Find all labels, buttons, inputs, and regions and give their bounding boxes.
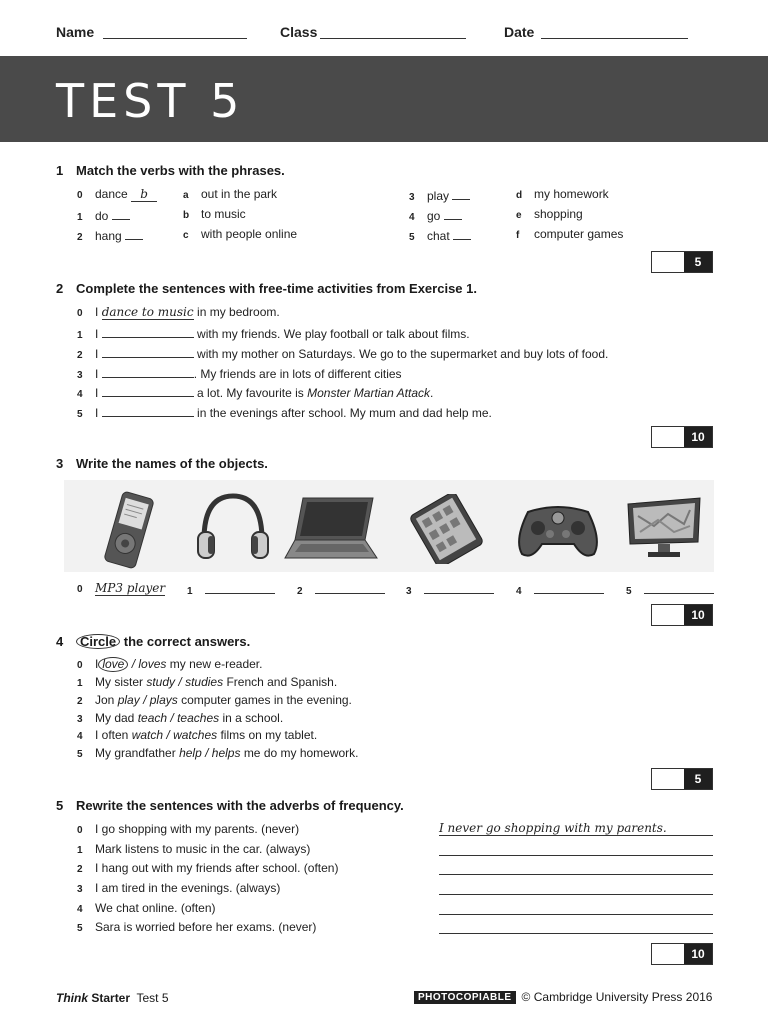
q5-line-1[interactable] [439, 855, 713, 856]
photocopiable-badge: PHOTOCOPIABLE [414, 991, 516, 1004]
q5-example-answer: I never go shopping with my parents. [439, 821, 667, 835]
q1-phrase-e: e shopping [516, 207, 583, 221]
q5-item-5: 5 Sara is worried before her exams. (never) [77, 920, 317, 934]
q2-number: 2 [56, 281, 64, 296]
q1-blank-3[interactable] [452, 187, 470, 200]
q2-item-1: 1 I with my friends. We play football or talk about films. [77, 327, 470, 341]
q1-verb-3: 3 play [409, 187, 470, 203]
mp3-player-icon [95, 490, 163, 570]
q3-object-2: 2 [297, 581, 385, 597]
q5-instruction: Rewrite the sentences with the adverbs of frequency. [76, 798, 404, 813]
q2-instruction: Complete the sentences with free-time activities from Exercise 1. [76, 281, 477, 296]
q2-item-3: 3 I . My friends are in lots of different cities [77, 367, 402, 381]
q2-example: 0 I dance to music in my bedroom. [77, 305, 280, 319]
q2-blank-2[interactable] [102, 345, 194, 358]
q5-number: 5 [56, 798, 64, 813]
q3-blank-1[interactable] [205, 581, 275, 594]
date-line[interactable] [541, 38, 688, 39]
q3-instruction: Write the names of the objects. [76, 456, 268, 471]
q5-item-4: 4 We chat online. (often) [77, 901, 216, 915]
q5-line-5[interactable] [439, 933, 713, 934]
q3-score-box[interactable]: 10 [651, 604, 713, 626]
q5-score-box[interactable]: 10 [651, 943, 713, 965]
q3-blank-2[interactable] [315, 581, 385, 594]
q1-score-box[interactable]: 5 [651, 251, 713, 273]
q1-verb-1: 1 do [77, 207, 130, 223]
q2-blank-1[interactable] [102, 325, 194, 338]
q1-phrase-c: c with people online [183, 227, 298, 241]
q1-instruction: Match the verbs with the phrases. [76, 163, 285, 178]
q5-line-0 [439, 835, 713, 836]
q4-circled-answer[interactable]: love [98, 657, 128, 672]
class-label: Class [280, 24, 318, 40]
q2-item-4: 4 I a lot. My favourite is Monster Martian Attack. [77, 386, 434, 400]
q2-item-2: 2 I with my mother on Saturdays. We go to the supermarket and buy lots of food. [77, 347, 609, 361]
title-banner [0, 56, 768, 142]
tablet-icon [400, 494, 492, 564]
q1-number: 1 [56, 163, 64, 178]
game-controller-icon [514, 500, 602, 562]
q3-blank-3[interactable] [424, 581, 494, 594]
page-title: TEST 5 [56, 74, 245, 128]
q4-item-4: 4 I often watch / watches films on my tablet. [77, 728, 318, 742]
q4-number: 4 [56, 634, 64, 649]
q4-item-3: 3 My dad teach / teaches in a school. [77, 711, 284, 725]
q3-answer-0: MP3 player [95, 581, 166, 595]
q1-phrase-b: b to music [183, 207, 246, 221]
q1-verb-4: 4 go [409, 207, 462, 223]
q5-item-1: 1 Mark listens to music in the car. (always) [77, 842, 311, 856]
q4-item-1: 1 My sister study / studies French and Spanish. [77, 675, 338, 689]
q1-phrase-a: a out in the park [183, 187, 278, 201]
q3-object-0: 0 MP3 player [77, 581, 166, 595]
headphones-icon [194, 490, 272, 566]
q2-blank-5[interactable] [102, 404, 194, 417]
q1-blank-2[interactable] [125, 227, 143, 240]
q5-line-2[interactable] [439, 874, 713, 875]
q1-answer-0: b [131, 187, 157, 202]
class-line[interactable] [320, 38, 466, 39]
q1-verb-2: 2 hang [77, 227, 143, 243]
q3-blank-4[interactable] [534, 581, 604, 594]
circle-word: Circle [76, 634, 120, 649]
q1-phrase-f: f computer games [516, 227, 624, 241]
q1-verb-0: 0 dance b [77, 187, 157, 202]
name-label: Name [56, 24, 95, 40]
q3-object-5: 5 [626, 581, 714, 597]
q2-item-5: 5 I in the evenings after school. My mum and dad help me. [77, 406, 492, 420]
q3-object-1: 1 [187, 581, 275, 597]
q1-blank-1[interactable] [112, 207, 130, 220]
q5-item-2: 2 I hang out with my friends after school. (often) [77, 861, 339, 875]
q5-line-4[interactable] [439, 914, 713, 915]
q5-item-0: 0 I go shopping with my parents. (never) [77, 822, 300, 836]
monitor-icon [624, 496, 704, 560]
q5-item-3: 3 I am tired in the evenings. (always) [77, 881, 281, 895]
q4-instruction: Circle the correct answers. [76, 634, 250, 649]
q1-blank-5[interactable] [453, 227, 471, 240]
q1-verb-5: 5 chat [409, 227, 471, 243]
q1-phrase-d: d my homework [516, 187, 609, 201]
q1-blank-4[interactable] [444, 207, 462, 220]
q4-score-box[interactable]: 5 [651, 768, 713, 790]
q2-blank-3[interactable] [102, 365, 194, 378]
name-line[interactable] [103, 38, 247, 39]
q3-object-4: 4 [516, 581, 604, 597]
date-label: Date [504, 24, 535, 40]
q5-line-3[interactable] [439, 894, 713, 895]
q3-number: 3 [56, 456, 64, 471]
q4-item-0: 0 I love / loves my new e-reader. [77, 657, 263, 671]
footer-book-title: Think Starter Test 5 [56, 991, 169, 1005]
q4-item-5: 5 My grandfather help / helps me do my homework. [77, 746, 359, 760]
q3-object-3: 3 [406, 581, 494, 597]
q3-blank-5[interactable] [644, 581, 714, 594]
q2-blank-4[interactable] [102, 384, 194, 397]
q2-example-answer: dance to music [101, 305, 194, 319]
q4-item-2: 2 Jon play / plays computer games in the evening. [77, 693, 352, 707]
q2-score-box[interactable]: 10 [651, 426, 713, 448]
laptop-icon [283, 494, 379, 564]
footer-copyright: PHOTOCOPIABLE © Cambridge University Press 2016 [414, 990, 712, 1004]
